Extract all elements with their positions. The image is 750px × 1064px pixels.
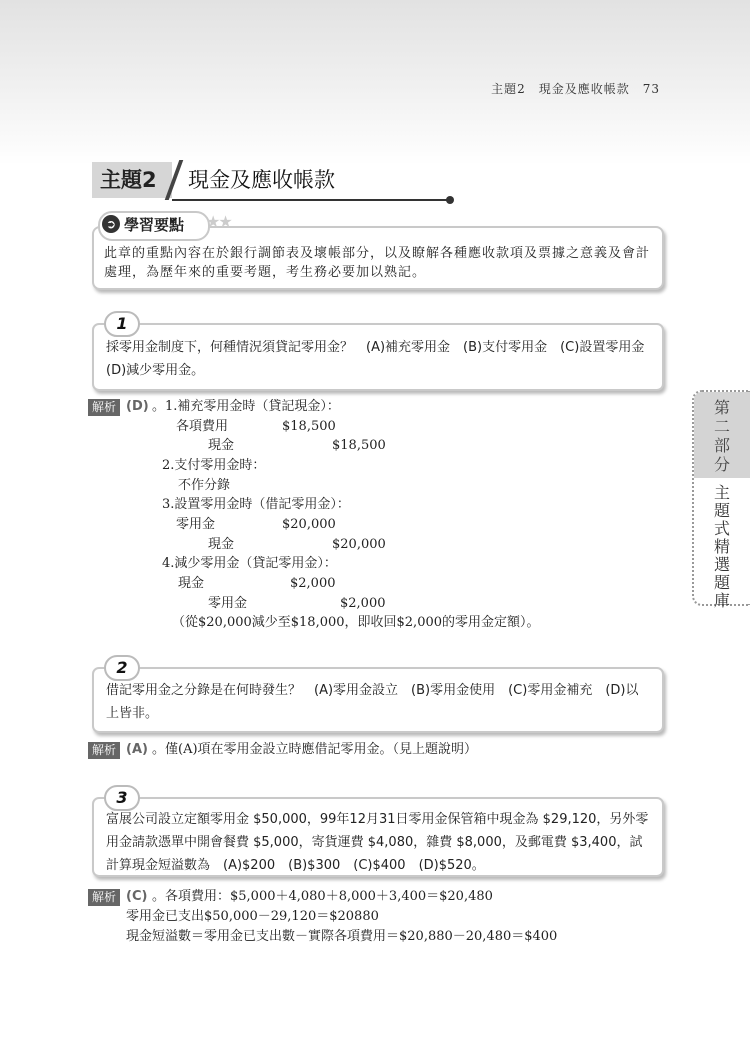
chapter-dot — [446, 196, 454, 204]
question-text-3: 富展公司設立定額零用金 $50,000，99年12月31日零用金保管箱中現金為 $29,120，另外零用金請款憑單中開會餐費 $5,000，寄貨運費 $4,080，雜費 $8,000，及郵電費 $3,400，試計算現金短溢數為 (A)$200 (B)$300 (C)$400 (D)$520。 — [106, 812, 649, 873]
explanation-line: 2.支付零用金時： — [162, 458, 266, 473]
chapter-tab: 主題2 — [92, 162, 172, 198]
side-tab-title: 主題式精選題庫 — [713, 483, 730, 610]
side-tab-part: 第二部分 — [713, 398, 730, 474]
question-text-1: 採零用金制度下，何種情況須貸記零用金？ (A)補充零用金 (B)支付零用金 (C)設置零用金 (D)減少零用金。 — [106, 340, 658, 378]
question-number-2: 2 — [104, 655, 140, 681]
chapter-underline — [172, 199, 450, 201]
explanation-amount: $2,000 — [340, 596, 386, 611]
explanation-amount: $20,000 — [282, 517, 336, 532]
explanation-line: （從$20,000減少至$18,000，即收回$2,000的零用金定額）。 — [172, 615, 540, 630]
question-number-3: 3 — [104, 785, 140, 811]
answer-letter-3: (C) — [126, 889, 148, 904]
side-section-tab — [692, 390, 750, 610]
running-header: 主題2 現金及應收帳款 73 — [491, 82, 660, 96]
explanation-amount: $18,500 — [282, 419, 336, 434]
star-icon: ★★ — [206, 212, 231, 231]
explanation-line: 不作分錄 — [178, 478, 231, 493]
explanation-badge-3: 解析 — [88, 889, 120, 906]
explanation-amount: $18,500 — [332, 438, 386, 453]
explanation-line: 現金 — [208, 537, 235, 552]
explanation-line: 零用金已支出$50,000－29,120＝$20880 — [126, 909, 379, 924]
answer-letter-2: (A) — [126, 742, 148, 757]
explanation-line: 4.減少零用金（貸記零用金）： — [162, 556, 337, 571]
explanation-line: 各項費用 — [176, 419, 229, 434]
explanation-line: 零用金 — [208, 596, 248, 611]
study-points-label: 學習要點 — [124, 216, 185, 234]
answer-letter-1: (D) — [126, 399, 149, 414]
explanation-line: 現金 — [178, 576, 205, 591]
explanation-badge-2: 解析 — [88, 742, 120, 759]
explanation-amount: $20,000 — [332, 537, 386, 552]
explanation-line: 。僅(A)項在零用金設立時應借記零用金。（見上題說明） — [152, 742, 478, 757]
explanation-badge-1: 解析 — [88, 399, 120, 416]
explanation-line: 現金 — [208, 438, 235, 453]
explanation-line: 。1.補充零用金時（貸記現金）： — [152, 399, 340, 414]
chapter-title: 現金及應收帳款 — [188, 168, 335, 192]
explanation-line: 現金短溢數＝零用金已支出數－實際各項費用＝$20,880－20,480＝$400 — [126, 929, 558, 944]
chapter-heading — [92, 160, 362, 204]
question-number-1: 1 — [104, 311, 140, 337]
explanation-amount: $2,000 — [290, 576, 336, 591]
arrow-icon: ➲ — [102, 215, 120, 233]
question-text-2: 借記零用金之分錄是在何時發生？ (A)零用金設立 (B)零用金使用 (C)零用金補充 (D)以上皆非。 — [106, 683, 639, 721]
explanation-line: 零用金 — [176, 517, 216, 532]
explanation-line: 3.設置零用金時（借記零用金）： — [162, 497, 350, 512]
study-points-text: 此章的重點內容在於銀行調節表及壞帳部分，以及瞭解各種應收款項及票據之意義及會計處理，為歷年來的重要考題，考生務必要加以熟記。 — [104, 246, 651, 280]
explanation-line: 。各項費用：$5,000＋4,080＋8,000＋3,400＝$20,480 — [152, 889, 493, 904]
